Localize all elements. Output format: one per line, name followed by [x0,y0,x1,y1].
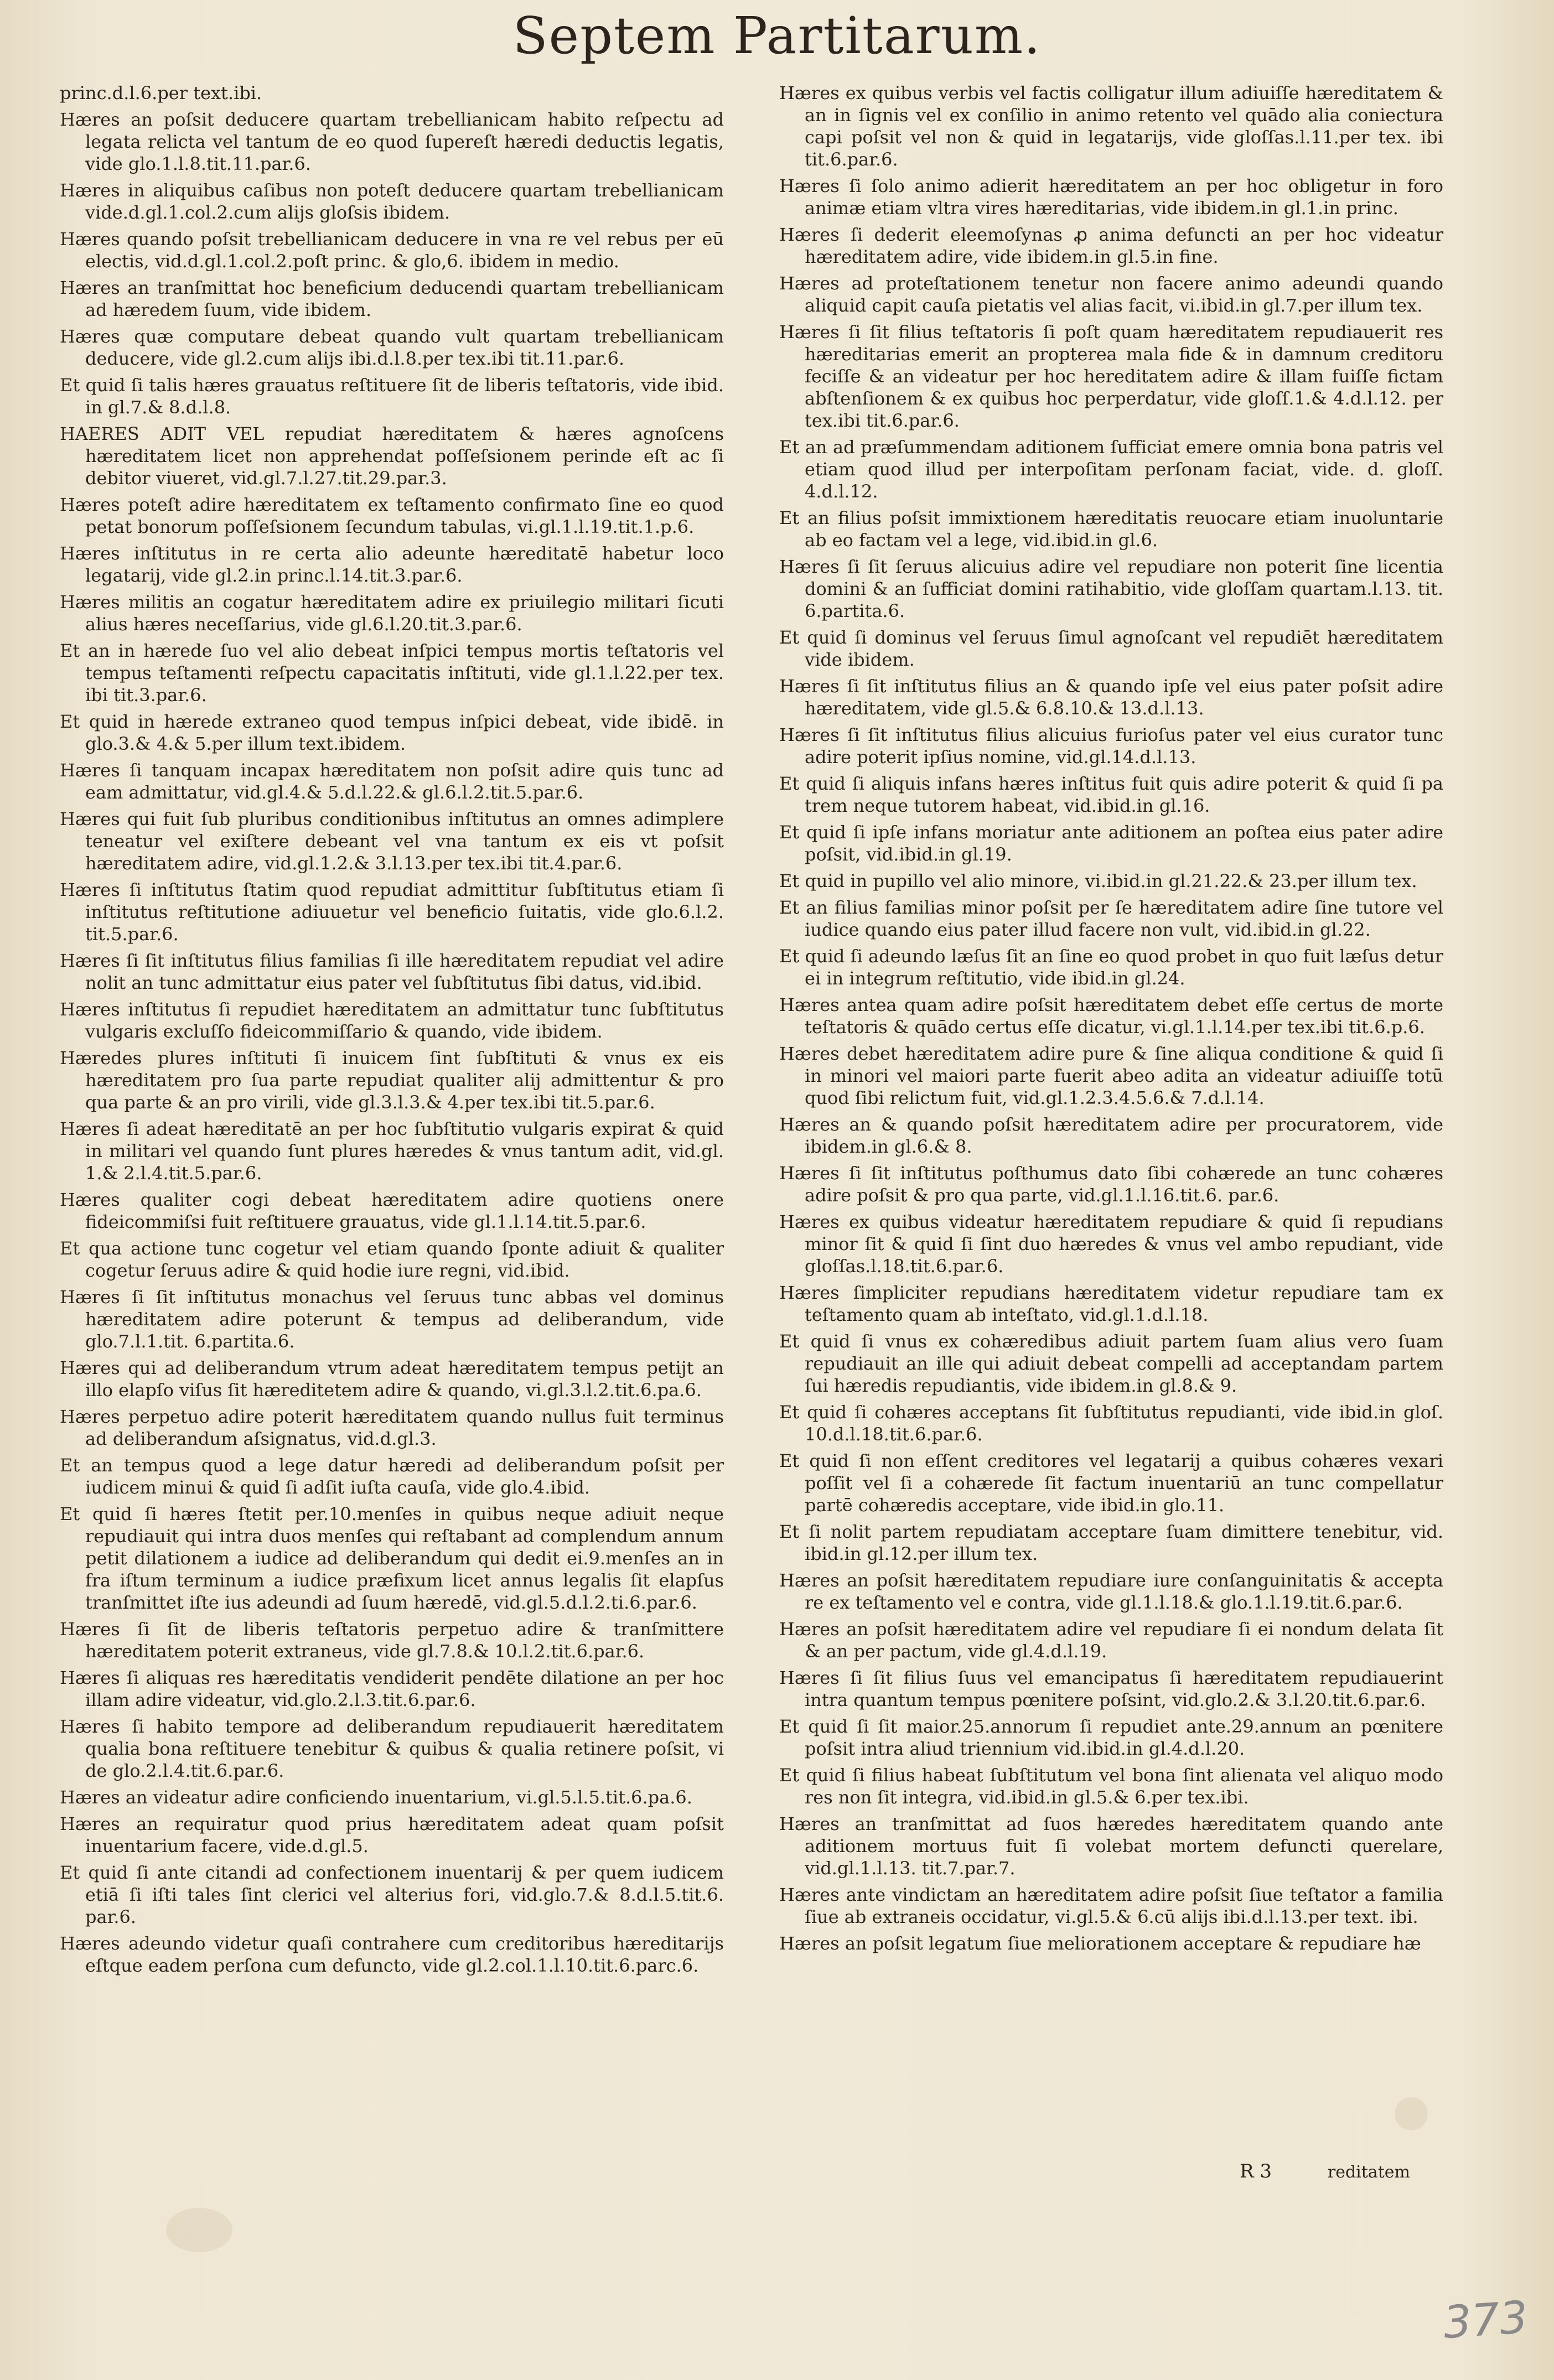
index-entry: Hæres an tranſmittat ad ſuos hæredes hæreditatem quando ante aditionem mortuus fuit ſi volebat mortem defuncti querelare, vid.gl.1.l.13. tit.7.par.7. [779,1813,1443,1879]
index-entry: Et an ad præſummendam aditionem ſufficiat emere omnia bona patris vel etiam quod illud per interpoſitam perſonam faciat, vide. d. gloſſ. 4.d.l.12. [779,437,1443,502]
index-entry: Et an in hærede ſuo vel alio debeat inſpici tempus mortis teſtatoris vel tempus teſtamenti reſpectu capacitatis inſtituti, vide gl.1.l.22.per tex. ibi tit.3.par.6. [60,640,724,706]
signature-mark: R 3 [1240,2160,1272,2182]
index-entry: Hæres ſi ſit inſtitutus filius familias ſi ille hæreditatem repudiat vel adire nolit an tunc admittatur eius pater vel ſubſtitutus ſibi datus, vid.ibid. [60,950,724,993]
index-entry: Hæres an poſsit deducere quartam trebellianicam habito reſpectu ad legata relicta vel tantum de eo quod ſupereſt hæredi deductis legatis, vide glo.1.l.8.tit.11.par.6. [60,109,724,174]
index-entry: Et an filius poſsit immixtionem hæreditatis reuocare etiam inuoluntarie ab eo factam vel a lege, vid.ibid.in gl.6. [779,507,1443,551]
index-entry: Hæres poteſt adire hæreditatem ex teſtamento confirmato ſine eo quod petat bonorum poſſeſsionem ſecundum tabulas, vi.gl.1.l.19.tit.1.p.6. [60,494,724,537]
index-entry: Hæres ſi habito tempore ad deliberandum repudiauerit hæreditatem qualia bona reſtituere tenebitur & quibus & qualia retinere poſsit, vi de glo.2.l.4.tit.6.par.6. [60,1716,724,1781]
index-entry: Et quid ſi talis hæres grauatus reſtituere ſit de liberis teſtatoris, vide ibid. in gl.7.& 8.d.l.8. [60,375,724,418]
index-entry: Hæres ex quibus videatur hæreditatem repudiare & quid ſi repudians minor ſit & quid ſi ſint duo hæredes & vnus vel ambo repudiant, vide gloſſas.l.18.tit.6.par.6. [779,1211,1443,1277]
index-entry: Hæres an tranſmittat hoc beneficium deducendi quartam trebellianicam ad hæredem ſuum, vide ibidem. [60,277,724,320]
running-title: Septem Partitarum. [512,6,1042,65]
paper-stain [1395,2097,1428,2130]
index-entry: Hæres ſi ſit filius ſuus vel emancipatus ſi hæreditatem repudiauerint intra quantum tempus pœnitere poſsint, vid.glo.2.& 3.l.20.tit.6.par.6. [779,1667,1443,1710]
index-entry: Hæres militis an cogatur hæreditatem adire ex priuilegio militari ſicuti alius hæres neceſſarius, vide gl.6.l.20.tit.3.par.6. [60,592,724,635]
index-entry: Et quid ſi ſit maior.25.annorum ſi repudiet ante.29.annum an pœnitere poſsit intra aliud triennium vid.ibid.in gl.4.d.l.20. [779,1716,1443,1759]
index-entry: Hæres ſi ſit ſeruus alicuius adire vel repudiare non poterit ſine licentia domini & an ſufficiat domini ratihabitio, vide gloſſam quartam.l.13. tit. 6.partita.6. [779,556,1443,621]
index-entry: Hæres ſi ſit inſtitutus poſthumus dato ſibi cohærede an tunc cohæres adire poſsit & pro qua parte, vid.gl.1.l.16.tit.6. par.6. [779,1163,1443,1206]
index-entry: Hæres ſi dederit eleemoſynas ꝓ anima defuncti an per hoc videatur hæreditatem adire, vide ibidem.in gl.5.in fine. [779,224,1443,267]
index-entry: Hæres ante vindictam an hæreditatem adire poſsit ſiue teſtator a familia ſiue ab extraneis occidatur, vi.gl.5.& 6.cū alijs ibi.d.l.13.per text. ibi. [779,1884,1443,1927]
index-entry: Hæres ſi adeat hæreditatē an per hoc ſubſtitutio vulgaris expirat & quid in militari vel quando ſunt plures hæredes & vnus tantum adit, vid.gl. 1.& 2.l.4.tit.5.par.6. [60,1118,724,1184]
index-entry: Hæres ſi tanquam incapax hæreditatem non poſsit adire quis tunc ad eam admittatur, vid.gl.4.& 5.d.l.22.& gl.6.l.2.tit.5.par.6. [60,760,724,803]
page-footer [1240,2159,1516,2184]
index-entry: Hæres antea quam adire poſsit hæreditatem debet eſſe certus de morte teſtatoris & quādo certus eſſe dicatur, vi.gl.1.l.14.per tex.ibi tit.6.p.6. [779,994,1443,1038]
index-entry: Et quid ſi vnus ex cohæredibus adiuit partem ſuam alius vero ſuam repudiauit an ille qui adiuit debeat compelli ad acceptandam partem ſui hæredis repudiantis, vide ibidem.in gl.8.& 9. [779,1331,1443,1396]
index-entry: Et quid in pupillo vel alio minore, vi.ibid.in gl.21.22.& 23.per illum tex. [779,870,1417,891]
index-entry: Et quid ſi dominus vel ſeruus ſimul agnoſcant vel repudiēt hæreditatem vide ibidem. [779,627,1443,670]
index-entry: Et quid ſi aliquis infans hæres inſtitus fuit quis adire poterit & quid ſi pa trem neque tutorem habeat, vid.ibid.in gl.16. [779,773,1443,816]
index-entry: Hæres an poſsit hæreditatem repudiare iure conſanguinitatis & accepta re ex teſtamento vel e contra, vide gl.1.l.18.& glo.1.l.19.tit.6.par.6. [779,1570,1443,1613]
index-entry: Hæres qualiter cogi debeat hæreditatem adire quotiens onere fideicommiſsi fuit reſtituere grauatus, vide gl.1.l.14.tit.5.par.6. [60,1189,724,1232]
index-entry: Hæres qui fuit ſub pluribus conditionibus inſtitutus an omnes adimplere teneatur vel exiſtere debeant vel vna tantum ex eis vt poſsit hæreditatem adire, vid.gl.1.2.& 3.l.13.per tex.ibi tit.4.par.6. [60,808,724,874]
index-entry: Hæres ſimpliciter repudians hæreditatem videtur repudiare tam ex teſtamento quam ab inteſtato, vid.gl.1.d.l.18. [779,1282,1443,1325]
index-entry: Et quid ſi non eſſent creditores vel legatarij a quibus cohæres vexari poſſit vel ſi a cohærede ſit factum inuentariū an tunc compellatur partē cohæredis acceptare, vide ibid.in glo.11. [779,1450,1443,1516]
index-entry: Hæres quando poſsit trebellianicam deducere in vna re vel rebus per eū electis, vid.d.gl.1.col.2.poſt princ. & glo,6. ibidem in medio. [60,229,724,272]
index-entry: Hæres ad proteſtationem tenetur non facere animo adeundi quando aliquid capit cauſa pietatis vel alias facit, vi.ibid.in gl.7.per illum tex. [779,273,1443,316]
index-entry: Et quid ſi cohæres acceptans ſit ſubſtitutus repudianti, vide ibid.in gloſ. 10.d.l.18.tit.6.par.6. [779,1402,1443,1445]
index-entry: Hæres ſi ſit inſtitutus monachus vel ſeruus tunc abbas vel dominus hæreditatem adire poterunt & tempus ad deliberandum, vide glo.7.l.1.tit. 6.partita.6. [60,1287,724,1352]
index-entry: Et qua actione tunc cogetur vel etiam quando ſponte adiuit & qualiter cogetur ſeruus adire & quid hodie iure regni, vid.ibid. [60,1238,724,1281]
index-entry: Hæres ex quibus verbis vel factis colligatur illum adiuiſſe hæreditatem & an in ſignis vel ex conſilio in animo retento vel quādo alia coniectura capi poſsit vel non & quid in legatarijs, vide gloſſas.l.11.per tex. ibi tit.6.par.6. [779,82,1443,170]
index-entry: Hæres ſi aliquas res hæreditatis vendiderit pendēte dilatione an per hoc illam adire videatur, vid.glo.2.l.3.tit.6.par.6. [60,1667,724,1710]
index-entry: Hæres an poſsit hæreditatem adire vel repudiare ſi ei nondum delata ſit & an per pactum, vide gl.4.d.l.19. [779,1619,1443,1662]
index-entry: Et ſi nolit partem repudiatam acceptare ſuam dimittere tenebitur, vid. ibid.in gl.12.per illum tex. [779,1521,1443,1564]
index-entry: Hæres ſi ſit inſtitutus filius an & quando ipſe vel eius pater poſsit adire hæreditatem, vide gl.5.& 6.8.10.& 13.d.l.13. [779,676,1443,719]
index-entry: Hæres an poſsit legatum ſiue meliorationem acceptare & repudiare hæ [779,1933,1421,1954]
index-entry: Hæredes plures inſtituti ſi inuicem ſint ſubſtituti & vnus ex eis hæreditatem pro ſua parte repudiat qualiter alij admittentur & pro qua parte & an pro virili, vide gl.3.l.3.& 4.per tex.ibi tit.5.par.6. [60,1048,724,1113]
left-index-column [60,82,724,1981]
catchword: reditatem [1327,2163,1410,2182]
index-entry: Hæres qui ad deliberandum vtrum adeat hæreditatem tempus petijt an illo elapſo viſus ſit hæreditetem adire & quando, vi.gl.3.l.2.tit.6.pa.6. [60,1357,724,1401]
index-entry: Hæres inſtitutus in re certa alio adeunte hæreditatē habetur loco legatarij, vide gl.2.in princ.l.14.tit.3.par.6. [60,543,724,586]
index-entry: Hæres an requiratur quod prius hæreditatem adeat quam poſsit inuentarium facere, vide.d.gl.5. [60,1813,724,1857]
folio-number: 373 [1441,2291,1530,2349]
index-entry: Hæres ſi ſit filius teſtatoris ſi poſt quam hæreditatem repudiauerit res hæreditarias emerit an propterea mala fide & in damnum creditoru feciſſe & an videatur per hoc hereditatem adire & illam fuiſſe fictam abſtenſionem & ex quibus hoc perperdatur, vide gloſſ.1.& 4.d.l.12. per tex.ibi tit.6.par.6. [779,322,1443,431]
index-entry: Hæres inſtitutus ſi repudiet hæreditatem an admittatur tunc ſubſtitutus vulgaris excluſſo fideicommiſſario & quando, vide ibidem. [60,999,724,1042]
index-entry: Hæres ſi ſit inſtitutus filius alicuius furioſus pater vel eius curator tunc adire poterit ipſius nomine, vid.gl.14.d.l.13. [779,724,1443,768]
index-entry: Hæres ſi ſit de liberis teſtatoris perpetuo adire & tranſmittere hæreditatem poterit extraneus, vide gl.7.8.& 10.l.2.tit.6.par.6. [60,1619,724,1662]
right-index-column [779,82,1443,1959]
index-entry: Hæres debet hæreditatem adire pure & ſine aliqua conditione & quid ſi in minori vel maiori parte fuerit abeo adita an videatur adiuiſſe totū quod ſibi relictum fuit, vid.gl.1.2.3.4.5.6.& 7.d.l.14. [779,1043,1443,1108]
index-entry: Hæres an videatur adire conficiendo inuentarium, vi.gl.5.l.5.tit.6.pa.6. [60,1787,692,1808]
index-entry: Hæres quæ computare debeat quando vult quartam trebellianicam deducere, vide gl.2.cum alijs ibi.d.l.8.per tex.ibi tit.11.par.6. [60,326,724,369]
index-entry: Et an tempus quod a lege datur hæredi ad deliberandum poſsit per iudicem minui & quid ſi adſit iuſta cauſa, vide glo.4.ibid. [60,1455,724,1498]
index-entry: Et quid ſi filius habeat ſubſtitutum vel bona ſint alienata vel aliquo modo res non ſit integra, vid.ibid.in gl.5.& 6.per tex.ibi. [779,1765,1443,1808]
index-entry: Et an filius familias minor poſsit per ſe hæreditatem adire ſine tutore vel iudice quando eius pater illud facere non vult, vid.ibid.in gl.22. [779,897,1443,940]
index-entry: Hæres perpetuo adire poterit hæreditatem quando nullus fuit terminus ad deliberandum aſsignatus, vid.d.gl.3. [60,1406,724,1449]
index-entry: Hæres adeundo videtur quaſi contrahere cum creditoribus hæreditarijs eſtque eadem perſona cum defuncto, vide gl.2.col.1.l.10.tit.6.parc.6. [60,1933,724,1976]
index-entry: Et quid in hærede extraneo quod tempus inſpici debeat, vide ibidē. in glo.3.& 4.& 5.per illum text.ibidem. [60,711,724,754]
index-entry: Et quid ſi hæres ſtetit per.10.menſes in quibus neque adiuit neque repudiauit qui intra duos menſes qui reſtabant ad complendum annum petit dilationem a iudice ad deliberandum qui dedit ei.9.menſes an in fra iſtum terminum a iudice præfixum licet annus legalis ſit elapſus tranſmittet iſte ius adeundi ad ſuum hæredē, vid.gl.5.d.l.2.ti.6.par.6. [60,1503,724,1613]
index-entry: Hæres ſi inſtitutus ſtatim quod repudiat admittitur ſubſtitutus etiam ſi inſtitutus reſtitutione adiuuetur vel beneficio ſuitatis, vide glo.6.l.2. tit.5.par.6. [60,879,724,945]
index-entry: Et quid ſi ipſe infans moriatur ante aditionem an poſtea eius pater adire poſsit, vid.ibid.in gl.19. [779,822,1443,865]
index-entry: Hæres in aliquibus caſibus non poteſt deducere quartam trebellianicam vide.d.gl.1.col.2.cum alijs gloſsis ibidem. [60,180,724,223]
paper-stain [166,2208,232,2252]
index-entry: princ.d.l.6.per text.ibi. [60,82,262,103]
index-entry: HAERES ADIT VEL repudiat hæreditatem & hæres agnoſcens hæreditatem licet non apprehendat poſſeſsionem perinde eſt ac ſi debitor viueret, vid.gl.7.l.27.tit.29.par.3. [60,423,724,489]
index-entry: Hæres an & quando poſsit hæreditatem adire per procuratorem, vide ibidem.in gl.6.& 8. [779,1114,1443,1157]
index-entry: Hæres ſi ſolo animo adierit hæreditatem an per hoc obligetur in foro animæ etiam vltra vires hæreditarias, vide ibidem.in gl.1.in princ. [779,175,1443,219]
index-entry: Et quid ſi ante citandi ad confectionem inuentarij & per quem iudicem etiā ſi iſti tales ſint clerici vel alterius fori, vid.glo.7.& 8.d.l.5.tit.6. par.6. [60,1862,724,1927]
index-entry: Et quid ſi adeundo læſus ſit an ſine eo quod probet in quo fuit læſus detur ei in integrum reſtitutio, vide ibid.in gl.24. [779,946,1443,989]
